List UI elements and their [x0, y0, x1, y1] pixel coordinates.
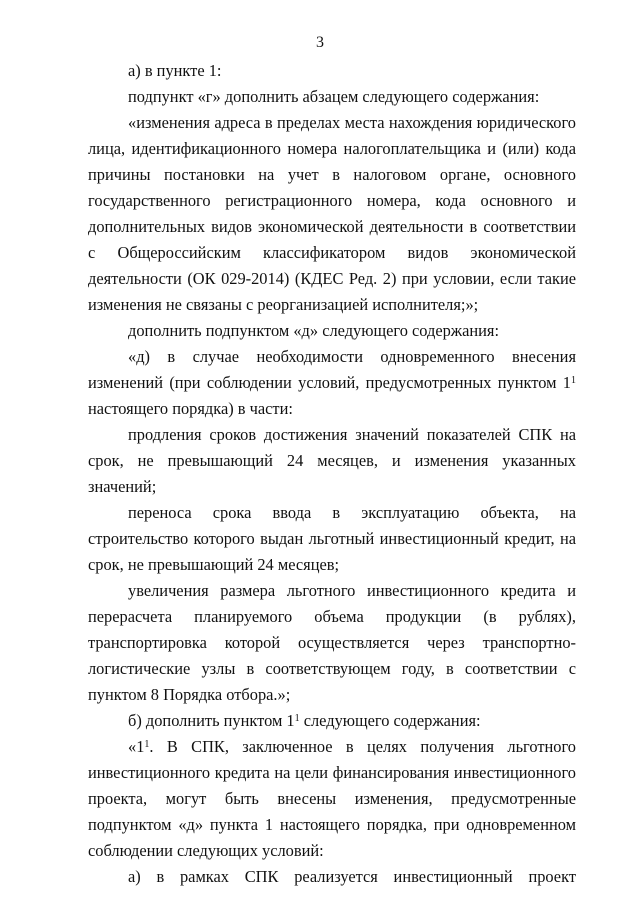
paragraph-add-point-text-end: следующего содержания: — [299, 711, 481, 730]
superscript-marker: 1 — [571, 375, 576, 386]
superscript-marker: 1 — [294, 713, 300, 724]
paragraph-condition-a: а) в рамках СПК реализуется инвестиционный проект — [128, 867, 576, 886]
paragraph-amend-point-1: а) в пункте 1: — [128, 61, 222, 80]
paragraph-point-1-1-open: «1 — [128, 737, 145, 756]
page-number: 3 — [316, 34, 324, 51]
document-body — [88, 58, 576, 890]
paragraph-subpoint-d-text-start: «д) в случае необходимости одновременного внесения изменений (при соблюдении условий, предусмотренных пунктом 1 — [88, 347, 576, 392]
paragraph-subpoint-d-intro: дополнить подпунктом «д» следующего содержания: — [128, 321, 500, 340]
paragraph-quote-address-changes: «изменения адреса в пределах места нахождения юридического лица, идентификационного номера налогоплательщика и (или) кода причины постановки на учет в налоговом органе, основного государственного регистрационного номера, кода основного и дополнительных видов экономической деятельности в соответствии с Общероссийским классификатором видов экономической деятельности (ОК 029-2014) (КДЕС Ред. 2) при условии, если такие изменения не связаны с реорганизацией исполнителя;»; — [88, 113, 576, 314]
paragraph-increase-credit: увеличения размера льготного инвестиционного кредита и перерасчета планируемого объема продукции (в рублях), транспортировка которой осуществляется через транспортно-логистические узлы в соответствующем году, в соответствии с пунктом 8 Порядка отбора.»; — [88, 581, 576, 704]
superscript-marker: 1 — [144, 739, 150, 750]
paragraph-postpone-commissioning: переноса срока ввода в эксплуатацию объекта, на строительство которого выдан льготный инвестиционный кредит, на срок, не превышающий 24 месяцев; — [88, 503, 576, 574]
paragraph-add-point-text-start: б) дополнить пунктом 1 — [128, 711, 295, 730]
paragraph-extend-deadlines: продления сроков достижения значений показателей СПК на срок, не превышающий 24 месяцев, и изменения указанных значений; — [88, 425, 576, 496]
paragraph-subpoint-d — [88, 344, 576, 422]
paragraph-subpoint-g-intro: подпункт «г» дополнить абзацем следующего содержания: — [128, 87, 540, 106]
paragraph-point-1-1-text — [88, 734, 576, 864]
paragraph-point-1-1-body: . В СПК, заключенное в целях получения льготного инвестиционного кредита на цели финансирования инвестиционного проекта, могут быть внесены изменения, предусмотренные подпунктом «д» пункта 1 настоящего порядка, при одновременном соблюдении следующих условий: — [88, 737, 576, 860]
paragraph-add-point-1-1 — [88, 708, 576, 734]
paragraph-subpoint-d-text-end: настоящего порядка) в части: — [88, 399, 293, 418]
